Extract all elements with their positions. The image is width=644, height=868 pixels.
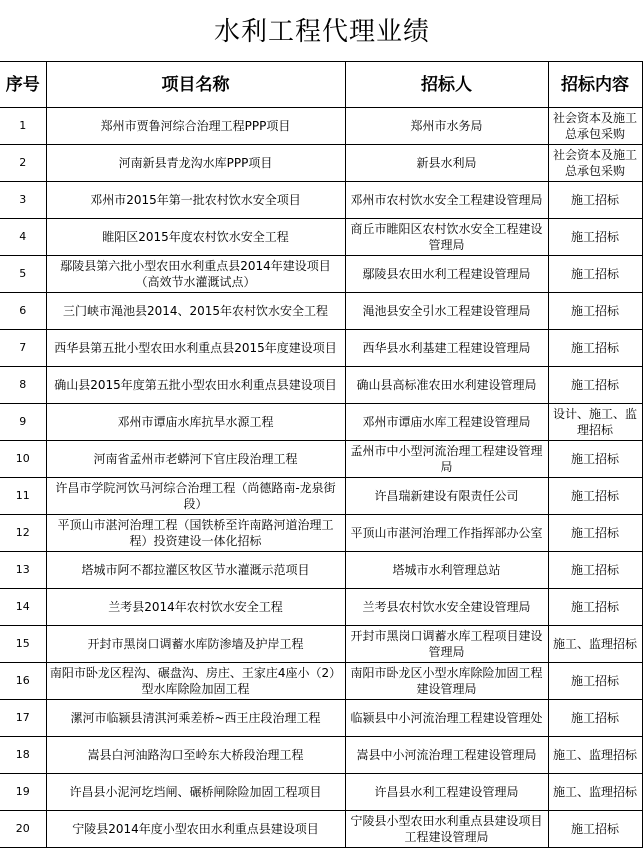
tender-content: 施工招标 (548, 182, 642, 219)
table-row (0, 663, 642, 700)
project-name: 睢阳区2015年度农村饮水安全工程 (46, 219, 345, 256)
owner-name: 临颍县中小河流治理工程建设管理处 (345, 700, 548, 737)
project-name: 三门峡市渑池县2014、2015年农村饮水安全工程 (46, 293, 345, 330)
project-name: 鄢陵县第六批小型农田水利重点县2014年建设项目（高效节水灌溉试点） (46, 256, 345, 293)
table-row (0, 626, 642, 663)
row-number: 10 (0, 441, 46, 478)
tender-content: 施工招标 (548, 478, 642, 515)
table-row (0, 404, 642, 441)
row-number: 19 (0, 774, 46, 811)
tender-content: 施工招标 (548, 552, 642, 589)
tender-content: 施工招标 (548, 441, 642, 478)
owner-name: 南阳市卧龙区小型水库除险加固工程建设管理局 (345, 663, 548, 700)
page-title: 水利工程代理业绩 (213, 17, 430, 47)
row-number: 7 (0, 330, 46, 367)
project-name: 开封市黑岗口调蓄水库防渗墙及护岸工程 (46, 626, 345, 663)
row-number: 1 (0, 108, 46, 145)
tender-content: 社会资本及施工总承包采购 (548, 108, 642, 145)
owner-name: 渑池县安全引水工程建设管理局 (345, 293, 548, 330)
tender-content: 施工招标 (548, 811, 642, 848)
owner-name: 新县水利局 (345, 145, 548, 182)
project-name: 邓州市2015年第一批农村饮水安全项目 (46, 182, 345, 219)
performance-table (0, 61, 643, 848)
owner-name: 鄢陵县农田水利工程建设管理局 (345, 256, 548, 293)
tender-content: 施工、监理招标 (548, 626, 642, 663)
table-row (0, 256, 642, 293)
row-number: 6 (0, 293, 46, 330)
table-row (0, 589, 642, 626)
owner-name: 确山县高标准农田水利建设管理局 (345, 367, 548, 404)
table-row (0, 293, 642, 330)
owner-name: 兰考县农村饮水安全建设管理局 (345, 589, 548, 626)
table-row (0, 182, 642, 219)
project-name: 塔城市阿不都拉灌区牧区节水灌溉示范项目 (46, 552, 345, 589)
owner-name: 邓州市农村饮水安全工程建设管理局 (345, 182, 548, 219)
project-name: 西华县第五批小型农田水利重点县2015年度建设项目 (46, 330, 345, 367)
tender-content: 施工、监理招标 (548, 774, 642, 811)
row-number: 14 (0, 589, 46, 626)
table-row (0, 737, 642, 774)
table-row (0, 441, 642, 478)
owner-name: 塔城市水利管理总站 (345, 552, 548, 589)
owner-name: 郑州市水务局 (345, 108, 548, 145)
row-number: 2 (0, 145, 46, 182)
table-row (0, 219, 642, 256)
owner-name: 许昌瑞新建设有限责任公司 (345, 478, 548, 515)
row-number: 8 (0, 367, 46, 404)
table-row (0, 478, 642, 515)
tender-content: 施工招标 (548, 293, 642, 330)
project-name: 许昌县小泥河圪垱闸、碾桥闸除险加固工程项目 (46, 774, 345, 811)
tender-content: 施工招标 (548, 330, 642, 367)
tender-content: 施工招标 (548, 663, 642, 700)
project-name: 宁陵县2014年度小型农田水利重点县建设项目 (46, 811, 345, 848)
tender-content: 施工招标 (548, 589, 642, 626)
row-number: 20 (0, 811, 46, 848)
project-name: 确山县2015年度第五批小型农田水利重点县建设项目 (46, 367, 345, 404)
table-header-row (0, 62, 642, 108)
header-owner: 招标人 (345, 62, 548, 108)
owner-name: 西华县水利基建工程建设管理局 (345, 330, 548, 367)
table-row (0, 145, 642, 182)
table-row (0, 811, 642, 848)
row-number: 9 (0, 404, 46, 441)
table-row (0, 774, 642, 811)
project-name: 河南新县青龙沟水库PPP项目 (46, 145, 345, 182)
header-no: 序号 (0, 62, 46, 108)
table-row (0, 367, 642, 404)
table-row (0, 552, 642, 589)
row-number: 15 (0, 626, 46, 663)
header-project-name: 项目名称 (46, 62, 345, 108)
tender-content: 设计、施工、监理招标 (548, 404, 642, 441)
table-row (0, 700, 642, 737)
row-number: 5 (0, 256, 46, 293)
table-row (0, 330, 642, 367)
owner-name: 嵩县中小河流治理工程建设管理局 (345, 737, 548, 774)
tender-content: 施工招标 (548, 367, 642, 404)
row-number: 12 (0, 515, 46, 552)
tender-content: 施工招标 (548, 256, 642, 293)
row-number: 3 (0, 182, 46, 219)
tender-content: 施工、监理招标 (548, 737, 642, 774)
row-number: 11 (0, 478, 46, 515)
table-row (0, 515, 642, 552)
project-name: 许昌市学院河饮马河综合治理工程（尚德路南-龙泉街段） (46, 478, 345, 515)
project-name: 漯河市临颍县清淇河乘差桥~西王庄段治理工程 (46, 700, 345, 737)
project-name: 南阳市卧龙区程沟、碾盘沟、房庄、王家庄4座小（2）型水库除险加固工程 (46, 663, 345, 700)
tender-content: 施工招标 (548, 700, 642, 737)
owner-name: 开封市黑岗口调蓄水库工程项目建设管理局 (345, 626, 548, 663)
owner-name: 孟州市中小型河流治理工程建设管理局 (345, 441, 548, 478)
project-name: 嵩县白河油路沟口至岭东大桥段治理工程 (46, 737, 345, 774)
row-number: 18 (0, 737, 46, 774)
project-name: 兰考县2014年农村饮水安全工程 (46, 589, 345, 626)
owner-name: 商丘市睢阳区农村饮水安全工程建设管理局 (345, 219, 548, 256)
row-number: 16 (0, 663, 46, 700)
owner-name: 平顶山市湛河治理工作指挥部办公室 (345, 515, 548, 552)
owner-name: 邓州市谭庙水库工程建设管理局 (345, 404, 548, 441)
owner-name: 许昌县水利工程建设管理局 (345, 774, 548, 811)
project-name: 平顶山市湛河治理工程（国铁桥至许南路河道治理工程）投资建设一体化招标 (46, 515, 345, 552)
row-number: 17 (0, 700, 46, 737)
project-name: 郑州市贾鲁河综合治理工程PPP项目 (46, 108, 345, 145)
row-number: 13 (0, 552, 46, 589)
project-name: 邓州市谭庙水库抗旱水源工程 (46, 404, 345, 441)
table-row (0, 108, 642, 145)
row-number: 4 (0, 219, 46, 256)
project-name: 河南省孟州市老蟒河下官庄段治理工程 (46, 441, 345, 478)
tender-content: 社会资本及施工总承包采购 (548, 145, 642, 182)
header-content: 招标内容 (548, 62, 642, 108)
owner-name: 宁陵县小型农田水利重点县建设项目工程建设管理局 (345, 811, 548, 848)
tender-content: 施工招标 (548, 515, 642, 552)
tender-content: 施工招标 (548, 219, 642, 256)
